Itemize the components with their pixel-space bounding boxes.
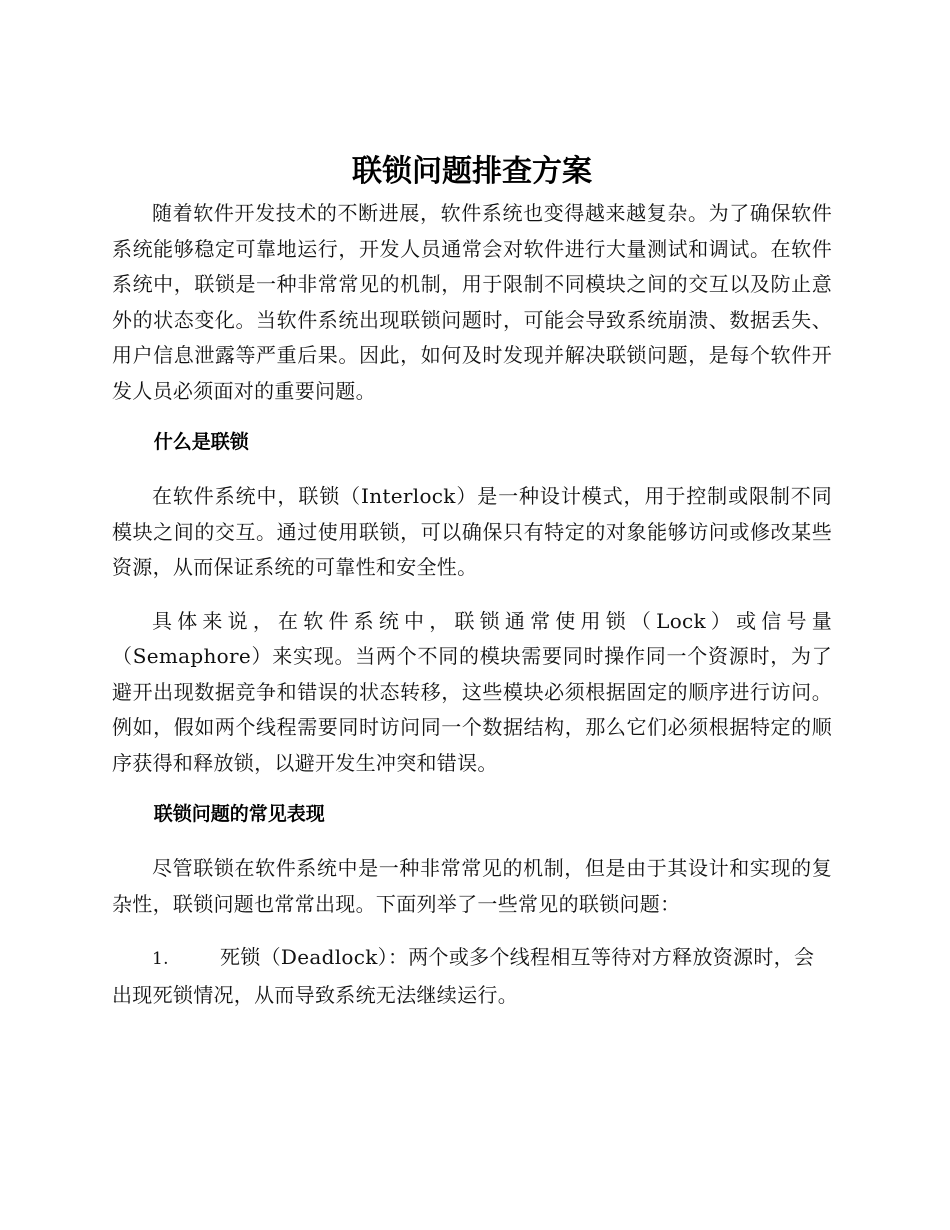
- section-heading-what-is-interlock: 什么是联锁: [153, 431, 249, 453]
- section1-paragraph-1: 在软件系统中，联锁（Interlock）是一种设计模式，用于控制或限制不同模块之间的交互。通过使用联锁，可以确保只有特定的对象能够访问或修改某些资源，从而保证系统的可靠性和安全性。: [112, 484, 832, 579]
- document-page: [112, 150, 832, 1013]
- list-item-text: 死锁（Deadlock）：两个或多个线程相互等待对方释放资源时，会出现死锁情况，从而导致系统无法继续运行。: [112, 945, 815, 1007]
- list-item-number: 1.: [152, 949, 169, 969]
- list-item: [112, 940, 832, 1013]
- document-title: 联锁问题排查方案: [352, 154, 592, 189]
- intro-paragraph: 随着软件开发技术的不断进展，软件系统也变得越来越复杂。为了确保软件系统能够稳定可靠地运行，开发人员通常会对软件进行大量测试和调试。在软件系统中，联锁是一种非常常见的机制，用于限制不同模块之间的交互以及防止意外的状态变化。当软件系统出现联锁问题时，可能会导致系统崩溃、数据丢失、用户信息泄露等严重后果。因此，如何及时发现并解决联锁问题，是每个软件开发人员必须面对的重要问题。: [112, 201, 832, 403]
- section-heading-common-issues: 联锁问题的常见表现: [153, 803, 325, 825]
- section1-paragraph-2: 具体来说，在软件系统中，联锁通常使用锁（Lock）或信号量（Semaphore）来实现。当两个不同的模块需要同时操作同一个资源时，为了避开出现数据竞争和错误的状态转移，这些模块必须根据固定的顺序进行访问。例如，假如两个线程需要同时访问同一个数据结构，那么它们必须根据特定的顺序获得和释放锁，以避开发生冲突和错误。: [112, 608, 832, 775]
- section2-paragraph-1: 尽管联锁在软件系统中是一种非常常见的机制，但是由于其设计和实现的复杂性，联锁问题也常常出现。下面列举了一些常见的联锁问题：: [112, 856, 832, 916]
